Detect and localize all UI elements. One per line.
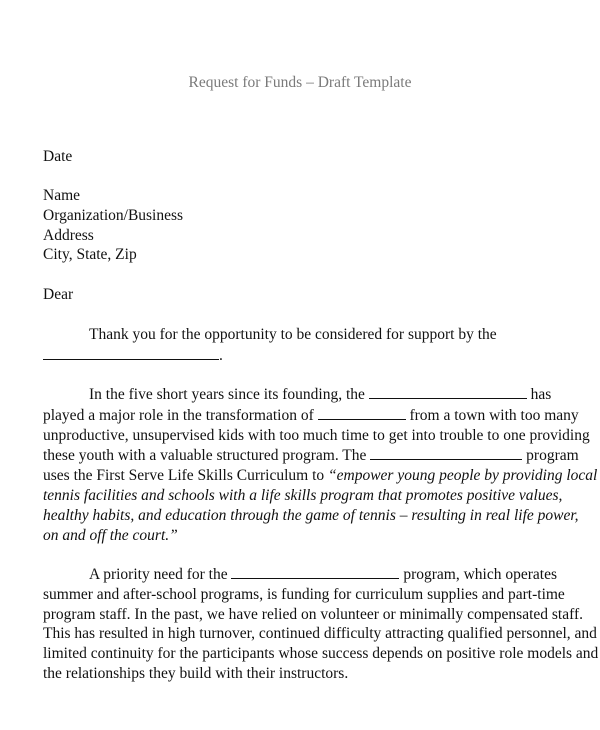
para2-line6: tennis facilities and schools with a life skills program that promotes positive values,	[43, 486, 563, 504]
recipient-address	[43, 186, 573, 265]
para2-line2-end: from a town with too many	[409, 406, 579, 424]
para1-period: .	[219, 346, 223, 364]
address-city-state-zip: City, State, Zip	[43, 246, 137, 264]
para2-line8: on and off the court.”	[43, 526, 178, 544]
paragraph-2	[43, 384, 598, 545]
address-organization: Organization/Business	[43, 206, 184, 224]
para3-line1-end: program, which operates	[403, 566, 558, 583]
para2-line5	[43, 466, 598, 486]
para2-line5-text: uses the First Serve Life Skills Curriculum to	[43, 467, 329, 485]
funder-name-blank[interactable]	[43, 345, 219, 360]
para2-line1-end: has	[530, 386, 552, 403]
organization-name-blank[interactable]	[369, 384, 527, 399]
salutation	[43, 285, 573, 305]
date-line	[43, 147, 573, 167]
para3-line4: This has resulted in high turnover, continued difficulty attracting qualified personnel, and	[43, 625, 597, 643]
address-name: Name	[43, 187, 81, 204]
para2-line1-text: In the five short years since its founding, the	[89, 386, 365, 403]
para2-line2	[43, 405, 579, 426]
para2-line4-text: these youth with a valuable structured program. The	[43, 447, 367, 465]
program-name-blank[interactable]	[370, 445, 522, 460]
program-name-blank-2[interactable]	[231, 564, 399, 579]
para2-quote-start: “empower young people by providing local	[328, 467, 598, 485]
para2-line2-text: played a major role in the transformation of	[43, 406, 314, 424]
address-street: Address	[43, 226, 94, 244]
para3-line2: summer and after-school programs, is funding for curriculum supplies and part-time	[43, 585, 565, 603]
para3-line1	[43, 564, 573, 585]
paragraph-1	[43, 325, 573, 366]
para1-line2	[43, 345, 573, 366]
para2-line3: unproductive, unsupervised kids with too much time to get into trouble to one providing	[43, 426, 590, 444]
para2-line4-end: program	[526, 447, 579, 465]
town-name-blank[interactable]	[318, 405, 406, 420]
para2-line4	[43, 445, 579, 466]
para3-line6: the relationships they build with their instructors.	[43, 664, 349, 682]
para3-line3: program staff. In the past, we have relied on volunteer or minimally compensated staff.	[43, 605, 584, 623]
paragraph-3	[43, 564, 599, 684]
para2-line1	[43, 384, 573, 405]
date-label: Date	[43, 148, 73, 165]
para3-line1-text: A priority need for the	[89, 566, 228, 583]
para2-line7: healthy habits, and education through the game of tennis – resulting in real life power,	[43, 506, 579, 524]
para1-line1: Thank you for the opportunity to be considered for support by the	[89, 326, 497, 343]
salutation-text: Dear	[43, 286, 74, 303]
document-title: Request for Funds – Draft Template	[188, 74, 412, 91]
para3-line5: limited continuity for the participants whose success depends on positive role models and	[43, 645, 599, 663]
